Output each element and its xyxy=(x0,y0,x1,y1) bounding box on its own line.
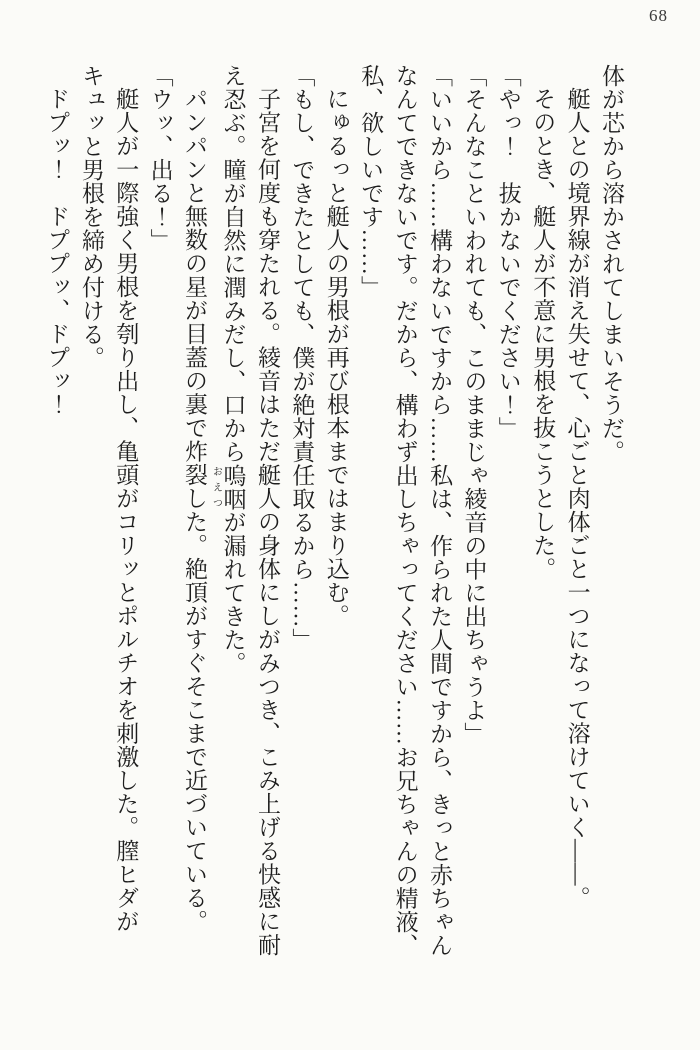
paragraph: 「そんなこといわれても、このままじゃ綾音の中に出ちゃうよ」 xyxy=(461,64,487,746)
paragraph: にゅるっと艇人の男根が再び根本まではまり込む。 xyxy=(323,87,349,628)
paragraph: 艇人が一際強く男根を刳り出し、亀頭がコリッとポルチオを刺激した。膣ヒダがキュッと男根を締め付ける。 xyxy=(78,64,139,933)
text-column-block xyxy=(39,64,628,960)
paragraph: ドプッ！ ドププッ、ドプッ！ xyxy=(44,87,70,416)
paragraph: 「いいから……構わないですから……私は、作られた人間ですから、きっと赤ちゃんなんてできないです。だから、構わず出しちゃってください……お兄ちゃんの精液、私、欲しいです……」 xyxy=(358,64,452,957)
paragraph: 「もし、できたとしても、僕が絶対責任取るから……」 xyxy=(289,64,315,652)
furigana: おえつ xyxy=(210,463,222,511)
paragraph: 艇人との境界線が消え失せて、心ごと肉体ごと一つになって溶けていく――。 xyxy=(564,87,590,910)
paragraph: パンパンと無数の星が目蓋の裏で炸裂した。絶頂がすぐそこまで近づいている。 xyxy=(182,87,208,933)
paragraph: 体が芯から溶かされてしまいそうだ。 xyxy=(599,64,624,464)
paragraph: 子宮を何度も穿たれる。綾音はただ艇人の身体にしがみつき、こみ上げる快感に耐え忍ぶ。瞳が自然に潤みだし、口から嗚咽おえつが漏れてきた。 xyxy=(210,64,280,957)
paragraph: 「ウッ、出る！」 xyxy=(147,64,173,252)
paragraph: 「やっ！ 抜かないでください！」 xyxy=(495,64,521,440)
paragraph: そのとき、艇人が不意に男根を抜こうとした。 xyxy=(530,87,556,581)
ruby-annotated-word: 嗚咽おえつ xyxy=(210,463,246,511)
page-number: 68 xyxy=(649,6,668,25)
